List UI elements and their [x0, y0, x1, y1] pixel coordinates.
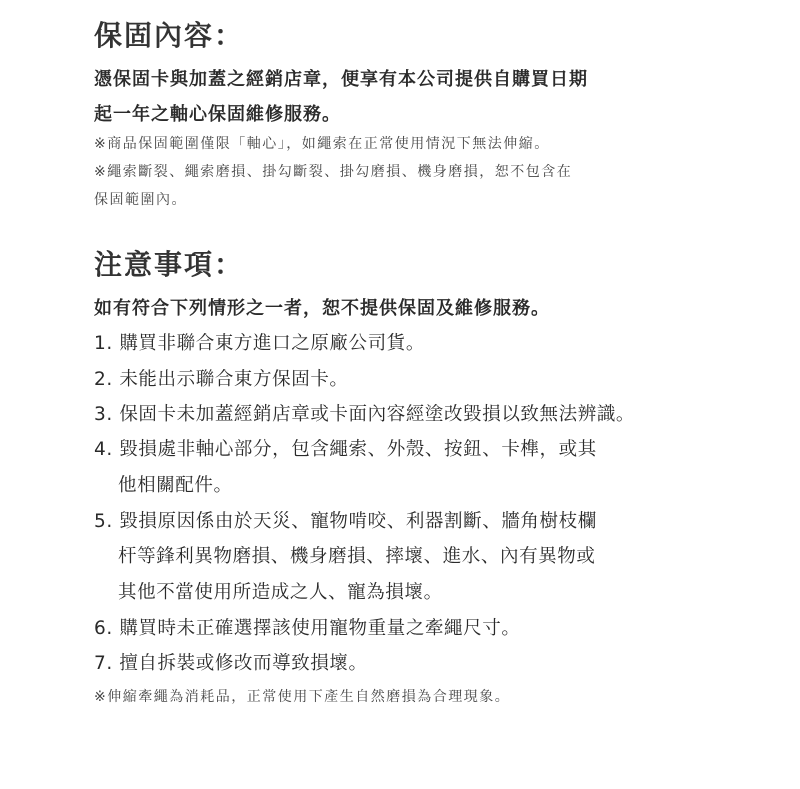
notice-item-5-cont: 其他不當使用所造成之人、寵為損壞。	[118, 582, 443, 603]
notice-intro: 如有符合下列情形之一者，恕不提供保固及維修服務。	[94, 298, 550, 319]
notice-item-3: 3. 保固卡未加蓋經銷店章或卡面內容經塗改毀損以致無法辨識。	[94, 404, 636, 425]
notice-item-5: 5. 毀損原因係由於天災、寵物啃咬、利器割斷、牆角樹枝欄	[94, 511, 597, 532]
notice-footnote: ※伸縮牽繩為消耗品，正常使用下產生自然磨損為合理現象。	[94, 689, 511, 705]
warranty-note-line: 保固範圍內。	[94, 192, 187, 208]
notice-item-5-cont: 杆等鋒利異物磨損、機身磨損、摔壞、進水、內有異物或	[118, 546, 596, 567]
warranty-heading: 保固內容：	[94, 19, 245, 52]
notice-heading: 注意事項：	[94, 248, 245, 281]
notice-item-1: 1. 購買非聯合東方進口之原廠公司貨。	[94, 333, 425, 354]
warranty-note-line: ※繩索斷裂、繩索磨損、掛勾斷裂、掛勾磨損、機身磨損，恕不包含在	[94, 164, 573, 180]
warranty-body-line: 憑保固卡與加蓋之經銷店章，便享有本公司提供自購買日期	[94, 69, 588, 90]
notice-item-4: 4. 毀損處非軸心部分，包含繩索、外殼、按鈕、卡榫，或其	[94, 439, 597, 460]
notice-item-4-cont: 他相關配件。	[118, 475, 233, 496]
warranty-body-line: 起一年之軸心保固維修服務。	[94, 104, 341, 125]
notice-item-2: 2. 未能出示聯合東方保固卡。	[94, 369, 349, 390]
notice-item-7: 7. 擅自拆裝或修改而導致損壞。	[94, 653, 368, 674]
notice-item-6: 6. 購買時未正確選擇該使用寵物重量之牽繩尺寸。	[94, 618, 521, 639]
warranty-note-line: ※商品保固範圍僅限「軸心」，如繩索在正常使用情況下無法伸縮。	[94, 136, 550, 152]
